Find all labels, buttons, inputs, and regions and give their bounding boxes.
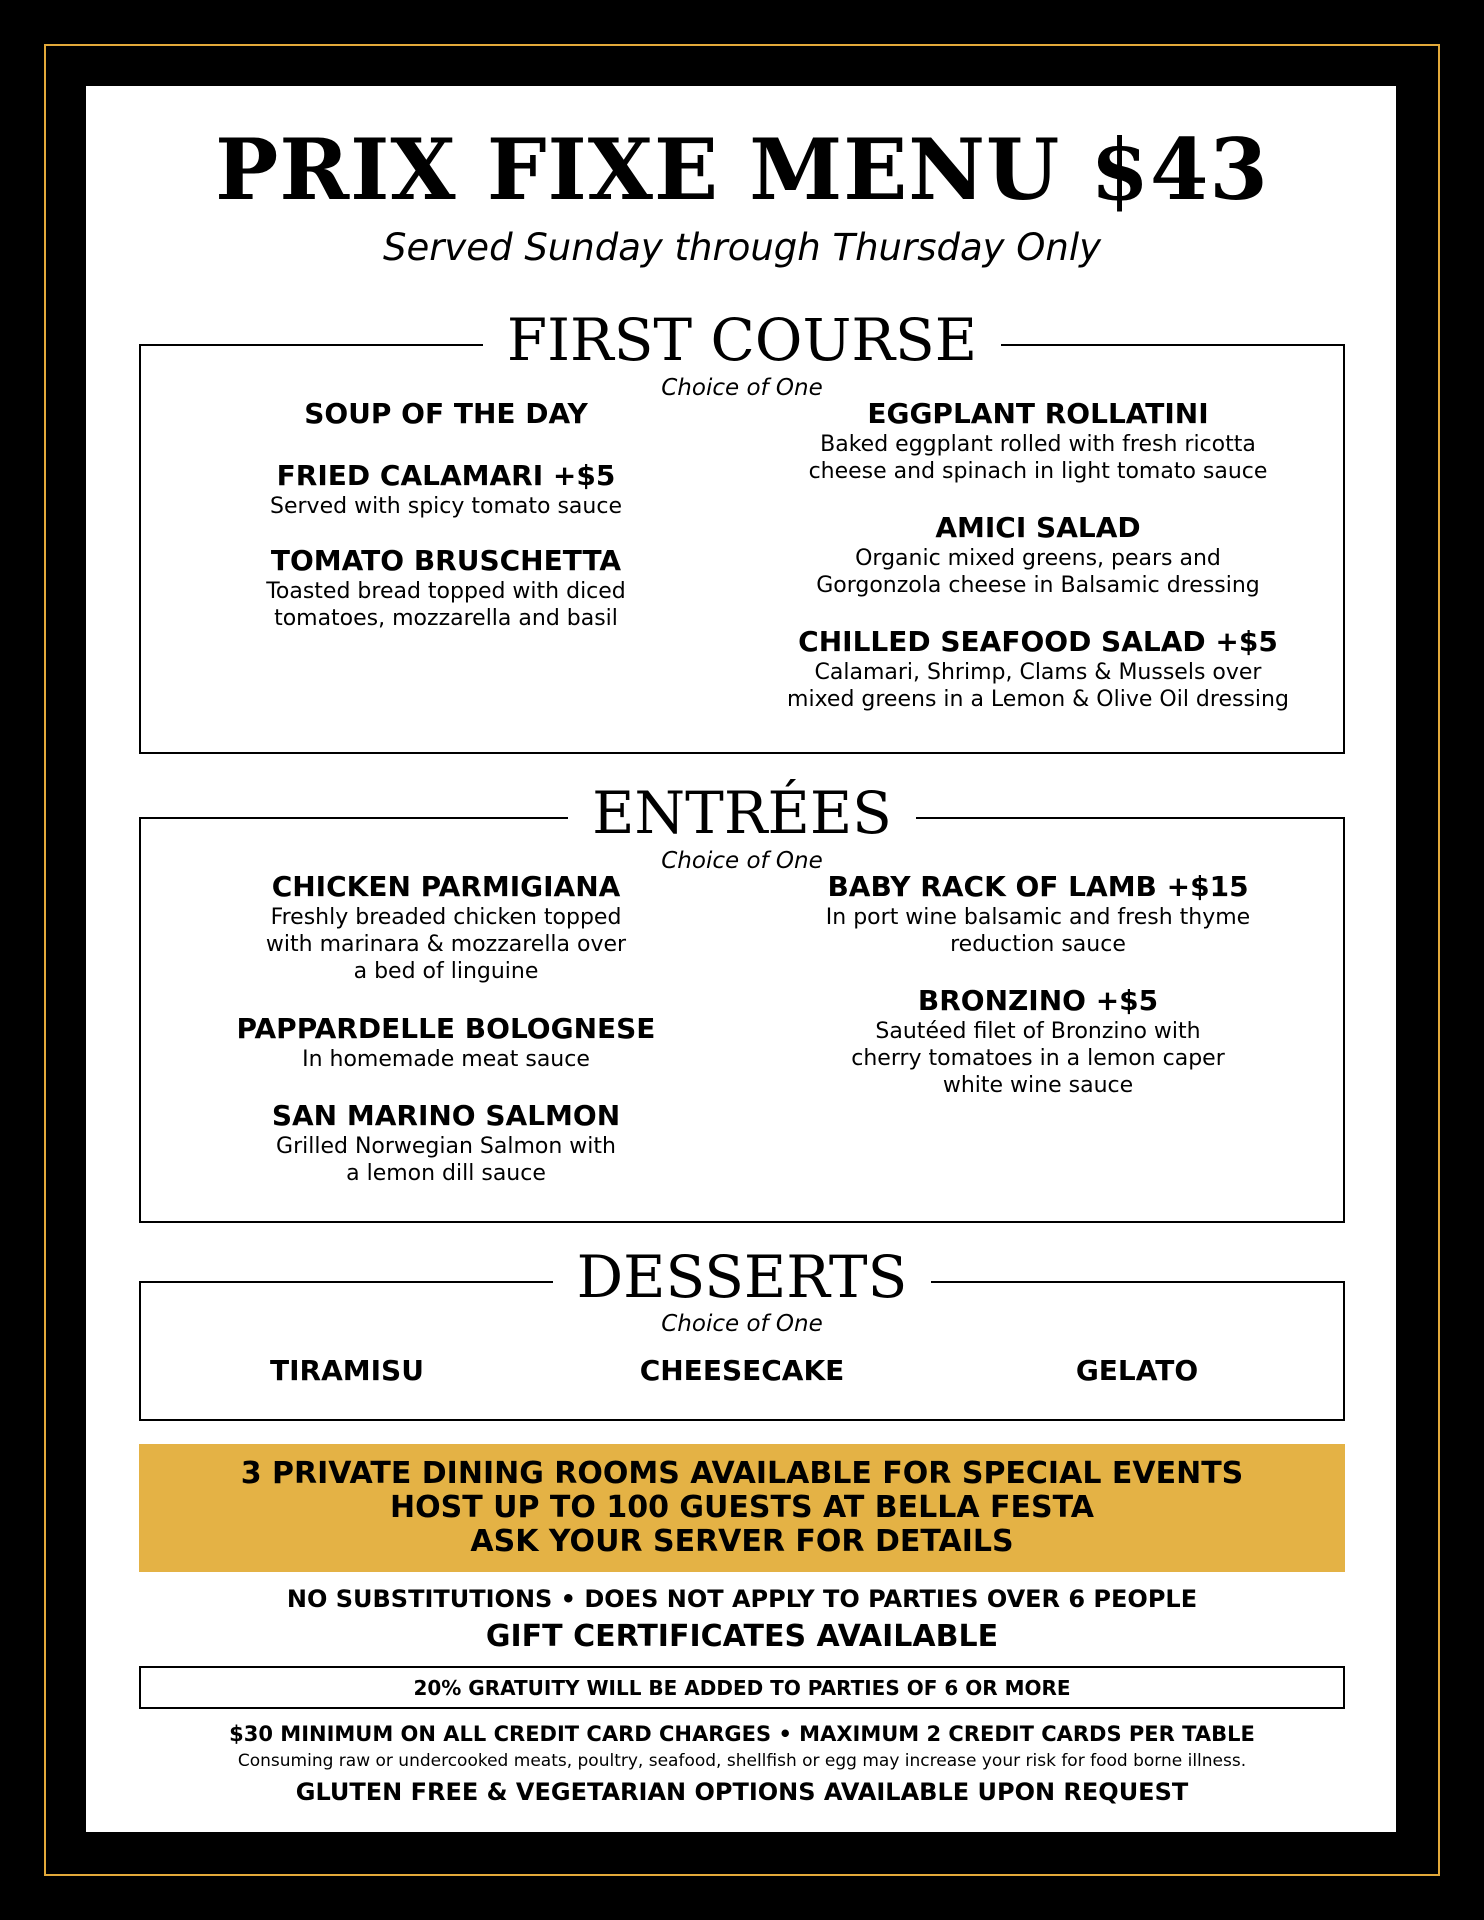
menu-item	[758, 984, 1318, 1099]
item-description: Organic mixed greens, pears and	[855, 546, 1221, 571]
entrees-right-column	[758, 870, 1318, 1099]
item-description: cheese and spinach in light tomato sauce	[808, 459, 1268, 484]
item-name: PAPPARDELLE BOLOGNESE	[236, 1012, 656, 1045]
item-description: white wine sauce	[942, 1073, 1134, 1098]
banner-line: 3 PRIVATE DINING ROOMS AVAILABLE FOR SPECIAL EVENTS	[240, 1456, 1244, 1491]
dessert-item: TIRAMISU	[270, 1354, 424, 1387]
menu-item	[758, 625, 1318, 713]
menu-item	[166, 397, 726, 459]
item-description: tomatoes, mozzarella and basil	[274, 606, 618, 631]
gift-certificates-notice: GIFT CERTIFICATES AVAILABLE	[485, 1619, 999, 1654]
entrees-choice: Choice of One	[661, 848, 823, 874]
item-description: In homemade meat sauce	[302, 1047, 590, 1072]
item-name: FRIED CALAMARI +$5	[276, 459, 616, 492]
item-description: a lemon dill sauce	[346, 1161, 546, 1186]
dietary-options-notice: GLUTEN FREE & VEGETARIAN OPTIONS AVAILABLE UPON REQUEST	[295, 1778, 1189, 1806]
item-description: Baked eggplant rolled with fresh ricotta	[820, 432, 1256, 457]
item-description: Grilled Norwegian Salmon with	[276, 1134, 616, 1159]
desserts-heading: DESSERTS	[0, 1242, 1484, 1312]
item-name: TOMATO BRUSCHETTA	[270, 544, 622, 577]
item-description: In port wine balsamic and fresh thyme	[825, 905, 1251, 930]
first-course-left-column	[166, 397, 726, 632]
substitutions-notice: NO SUBSTITUTIONS • DOES NOT APPLY TO PARTIES OVER 6 PEOPLE	[286, 1585, 1198, 1613]
item-name: BRONZINO +$5	[917, 984, 1159, 1017]
menu-item	[166, 1099, 726, 1187]
item-description: Freshly breaded chicken topped	[270, 905, 622, 930]
menu-title: PRIX FIXE MENU $43	[215, 120, 1269, 219]
item-name: AMICI SALAD	[935, 511, 1141, 544]
gratuity-notice: 20% GRATUITY WILL BE ADDED TO PARTIES OF 6 OR MORE	[139, 1666, 1345, 1709]
menu-item	[166, 870, 726, 1012]
menu-item	[758, 397, 1318, 511]
first-course-right-column	[758, 397, 1318, 713]
item-name: SAN MARINO SALMON	[271, 1099, 621, 1132]
item-description: Gorgonzola cheese in Balsamic dressing	[816, 573, 1260, 598]
entrees-left-column	[166, 870, 726, 1187]
dessert-item: CHEESECAKE	[639, 1354, 845, 1387]
first-course-heading: FIRST COURSE	[0, 305, 1484, 375]
item-description: Served with spicy tomato sauce	[270, 494, 622, 519]
desserts-choice: Choice of One	[661, 1311, 823, 1337]
banner-line: HOST UP TO 100 GUESTS AT BELLA FESTA	[390, 1490, 1094, 1525]
item-description: reduction sauce	[950, 932, 1126, 957]
item-description: cherry tomatoes in a lemon caper	[851, 1046, 1225, 1071]
menu-item	[758, 870, 1318, 984]
item-name: SOUP OF THE DAY	[304, 397, 588, 430]
item-name: CHICKEN PARMIGIANA	[271, 870, 621, 903]
menu-item	[166, 1012, 726, 1099]
item-description: Sautéed filet of Bronzino with	[875, 1019, 1201, 1044]
dessert-item: GELATO	[1075, 1354, 1199, 1387]
item-name: EGGPLANT ROLLATINI	[867, 397, 1209, 430]
entrees-heading: ENTRÉES	[0, 778, 1484, 848]
item-description: Calamari, Shrimp, Clams & Mussels over	[814, 660, 1262, 685]
item-description: a bed of linguine	[353, 959, 539, 984]
item-description: with marinara & mozzarella over	[265, 932, 627, 957]
first-course-choice: Choice of One	[661, 375, 823, 401]
item-name: CHILLED SEAFOOD SALAD +$5	[798, 625, 1278, 658]
menu-item	[166, 544, 726, 632]
credit-card-notice: $30 MINIMUM ON ALL CREDIT CARD CHARGES • MAXIMUM 2 CREDIT CARDS PER TABLE	[229, 1722, 1255, 1746]
item-description: mixed greens in a Lemon & Olive Oil dressing	[787, 687, 1289, 712]
item-description: Toasted bread topped with diced	[266, 579, 626, 604]
banner-line: ASK YOUR SERVER FOR DETAILS	[470, 1524, 1014, 1559]
menu-subtitle: Served Sunday through Thursday Only	[382, 226, 1102, 269]
menu-item	[166, 459, 726, 544]
private-dining-banner	[139, 1444, 1345, 1572]
food-safety-warning: Consuming raw or undercooked meats, poultry, seafood, shellfish or egg may increase your risk for food borne illness.	[237, 1751, 1247, 1771]
menu-item	[758, 511, 1318, 625]
item-name: BABY RACK OF LAMB +$15	[827, 870, 1249, 903]
